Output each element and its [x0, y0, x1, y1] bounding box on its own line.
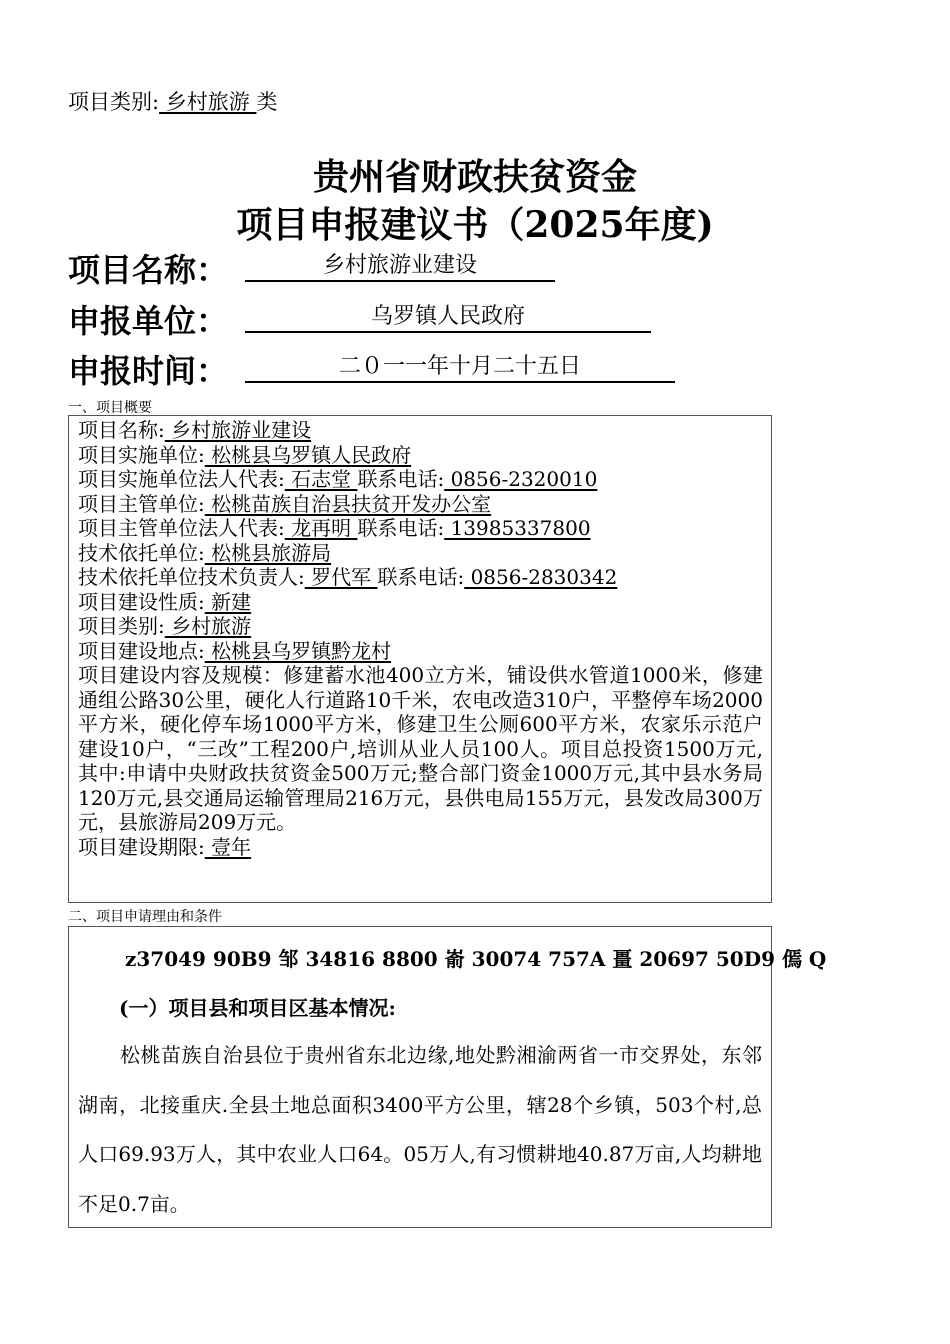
tech-phone-value: 0856-2830342 — [464, 565, 618, 589]
meta-project-name — [68, 250, 477, 290]
mgr-rep-label: 项目主管单位法人代表: — [78, 516, 285, 540]
impl-rep-label: 项目实施单位法人代表: — [78, 467, 285, 491]
application-reasons-box — [68, 926, 827, 1228]
row-mgr-unit — [78, 492, 763, 517]
basic-info-paragraph: 松桃苗族自治县位于贵州省东北边缘,地处黔湘渝两省一市交界处，东邻湖南，北接重庆.全县土地总面积3400平方公里，辖28个乡镇，503个村,总人口69.93万人，其中农业人口64。05万人,有习惯耕地40.87万亩,人均耕地不足0.7亩。 — [78, 1043, 762, 1216]
type-label: 项目类别: — [78, 614, 165, 638]
category-suffix: 类 — [256, 90, 278, 114]
meta-project-name-label: 项目名称： — [68, 251, 229, 289]
row-period — [78, 835, 763, 860]
project-name-value: 乡村旅游业建设 — [164, 418, 312, 442]
impl-unit-label: 项目实施单位: — [78, 442, 205, 467]
impl-phone-label: 联系电话: — [357, 467, 445, 491]
row-project-name — [78, 418, 763, 443]
row-impl-rep — [78, 467, 763, 492]
nature-label: 项目建设性质: — [78, 589, 205, 614]
category-line — [68, 86, 277, 116]
tech-head-label: 技术依托单位技术负责人: — [78, 565, 305, 589]
category-label: 项目类别: — [68, 90, 160, 114]
tech-unit-label: 技术依托单位: — [78, 540, 205, 565]
mgr-rep-value: 龙再明 — [284, 516, 358, 540]
meta-applicant-unit-value: 乌罗镇人民政府 — [245, 301, 651, 333]
row-type — [78, 614, 763, 639]
impl-unit-value: 松桃县乌罗镇人民政府 — [204, 442, 412, 467]
row-impl-unit — [78, 443, 763, 468]
tech-unit-value: 松桃县旅游局 — [204, 540, 332, 565]
row-tech-head — [78, 565, 763, 590]
content-paragraph: 项目建设内容及规模：修建蓄水池400立方米，铺设供水管道1000米，修建通组公路30公里，硬化人行道路10千米，农电改造310户，平整停车场2000平方米，硬化停车场1000平方米，修建卫生公厕600平方米，农家乐示范户建设10户，“三改”工程200户,培训从业人员100人。项目总投资1500万元,其中:申请中央财政扶贫资金500万元;整合部门资金1000万元,其中县水务局120万元,县交通局运输管理局216万元，县供电局155万元，县发改局300万元，县旅游局209万元。 — [78, 663, 763, 834]
meta-apply-time — [68, 351, 581, 391]
row-mgr-rep — [78, 516, 763, 541]
meta-applicant-unit — [68, 301, 525, 341]
row-nature — [78, 590, 763, 615]
project-overview-box — [68, 415, 772, 903]
meta-project-name-value: 乡村旅游业建设 — [245, 250, 555, 282]
mgr-unit-label: 项目主管单位: — [78, 491, 205, 516]
section2-label: 二、项目申请理由和条件 — [68, 909, 222, 925]
mgr-unit-value: 松桃苗族自治县扶贫开发办公室 — [204, 491, 492, 516]
mgr-phone-label: 联系电话: — [357, 516, 445, 540]
document-title-line1: 贵州省财政扶贫资金 — [312, 156, 637, 198]
encoded-text-line: z37049 90B9 邹 34816 8800 嵛 30074 757A 畺 20697 50D9 傿 Q — [125, 947, 827, 971]
document-title-line2: 项目申报建议书（2025年度) — [236, 204, 714, 246]
subheading-basic-info: (一）项目县和项目区基本情况: — [119, 996, 396, 1020]
tech-phone-label: 联系电话: — [377, 565, 465, 589]
row-location — [78, 639, 763, 664]
project-name-label: 项目名称: — [78, 418, 165, 442]
impl-rep-value: 石志堂 — [284, 467, 358, 491]
meta-apply-time-label: 申报时间： — [68, 352, 229, 390]
location-value: 松桃县乌罗镇黔龙村 — [204, 638, 392, 663]
type-value: 乡村旅游 — [164, 614, 252, 638]
period-label: 项目建设期限: — [78, 834, 205, 859]
mgr-phone-value: 13985337800 — [444, 516, 591, 540]
section1-label: 一、项目概要 — [68, 400, 152, 416]
impl-phone-value: 0856-2320010 — [444, 467, 598, 491]
period-value: 壹年 — [204, 834, 252, 859]
row-tech-unit — [78, 541, 763, 566]
nature-value: 新建 — [204, 589, 252, 614]
location-label: 项目建设地点: — [78, 638, 205, 663]
meta-applicant-unit-label: 申报单位： — [68, 302, 229, 340]
category-value: 乡村旅游 — [159, 90, 257, 114]
tech-head-value: 罗代军 — [304, 565, 378, 589]
meta-apply-time-value: 二０一一年十月二十五日 — [245, 351, 675, 383]
